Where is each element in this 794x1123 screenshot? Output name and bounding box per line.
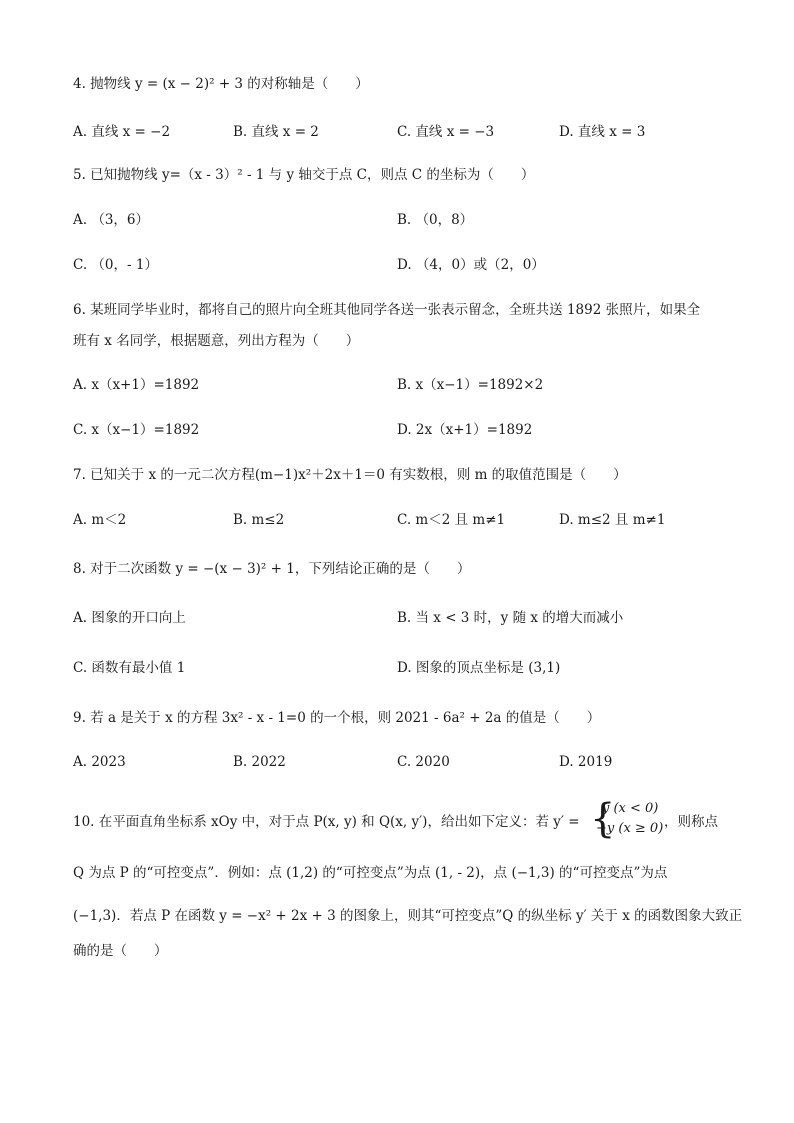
q7-stem: 7. 已知关于 x 的一元二次方程(m−1)x²＋2x＋1＝0 有实数根，则 m 的取值范围是（ ）: [73, 467, 627, 483]
q9-option-a: A. 2023: [73, 754, 126, 770]
q4-option-a: A. 直线 x = −2: [73, 124, 171, 140]
q6-option-b: B. x（x−1）=1892×2: [397, 377, 544, 393]
q7-option-b: B. m≤2: [233, 512, 285, 528]
q10-line3: (−1,3)．若点 P 在函数 y = −x² + 2x + 3 的图象上，则其“可控变点”Q 的纵坐标 y′ 关于 x 的函数图象大致正: [73, 908, 743, 924]
q4-stem: 4. 抛物线 y = (x − 2)² + 3 的对称轴是（ ）: [73, 76, 369, 92]
q4-option-d: D. 直线 x = 3: [559, 124, 646, 140]
q6-stem-line2: 班有 x 名同学，根据题意，列出方程为（ ）: [73, 333, 360, 349]
q6-option-a: A. x（x+1）=1892: [73, 377, 200, 393]
q9-option-c: C. 2020: [397, 754, 450, 770]
brace-symbol: {: [590, 796, 616, 842]
q8-option-c: C. 函数有最小值 1: [73, 660, 186, 676]
q5-option-d: D. （4，0）或（2，0）: [397, 257, 545, 273]
q9-option-d: D. 2019: [559, 754, 613, 770]
q8-option-d: D. 图象的顶点坐标是 (3,1): [397, 660, 561, 676]
q8-option-a: A. 图象的开口向上: [73, 610, 186, 626]
piecewise-case-2: −y (x ≥ 0): [596, 821, 664, 836]
q8-option-b: B. 当 x < 3 时，y 随 x 的增大而减小: [397, 610, 624, 626]
piecewise-case-1: y (x < 0): [602, 801, 659, 816]
q6-stem-line1: 6. 某班同学毕业时，都将自己的照片向全班其他同学各送一张表示留念，全班共送 1892 张照片，如果全: [73, 302, 701, 318]
q4-option-c: C. 直线 x = −3: [397, 124, 495, 140]
q5-option-b: B. （0，8）: [397, 212, 474, 228]
q7-option-a: A. m＜2: [73, 512, 127, 528]
q9-option-b: B. 2022: [233, 754, 286, 770]
q5-stem: 5. 已知抛物线 y=（x - 3）² - 1 与 y 轴交于点 C，则点 C 的坐标为（ ）: [73, 167, 535, 183]
q5-option-a: A. （3，6）: [73, 212, 150, 228]
q10-line1-post: ，则称点: [664, 814, 718, 830]
q10-line4: 确的是（ ）: [73, 943, 168, 959]
q7-option-d: D. m≤2 且 m≠1: [559, 512, 666, 528]
q6-option-d: D. 2x（x+1）=1892: [397, 422, 533, 438]
q10-line1-pre: 10. 在平面直角坐标系 xOy 中，对于点 P(x, y) 和 Q(x, y′)，给出如下定义：若 y′ =: [73, 814, 580, 830]
q9-stem: 9. 若 a 是关于 x 的方程 3x² - x - 1=0 的一个根，则 2021 - 6a² + 2a 的值是（ ）: [73, 710, 601, 726]
piecewise-definition: [590, 796, 664, 842]
q7-option-c: C. m＜2 且 m≠1: [397, 512, 506, 528]
q10-line2: Q 为点 P 的“可控变点”．例如：点 (1,2) 的“可控变点”为点 (1, - 2)，点 (−1,3) 的“可控变点”为点: [73, 865, 668, 881]
q4-option-b: B. 直线 x = 2: [233, 124, 319, 140]
q6-option-c: C. x（x−1）=1892: [73, 422, 200, 438]
q5-option-c: C. （0，- 1）: [73, 257, 158, 273]
q8-stem: 8. 对于二次函数 y = −(x − 3)² + 1，下列结论正确的是（ ）: [73, 561, 471, 577]
